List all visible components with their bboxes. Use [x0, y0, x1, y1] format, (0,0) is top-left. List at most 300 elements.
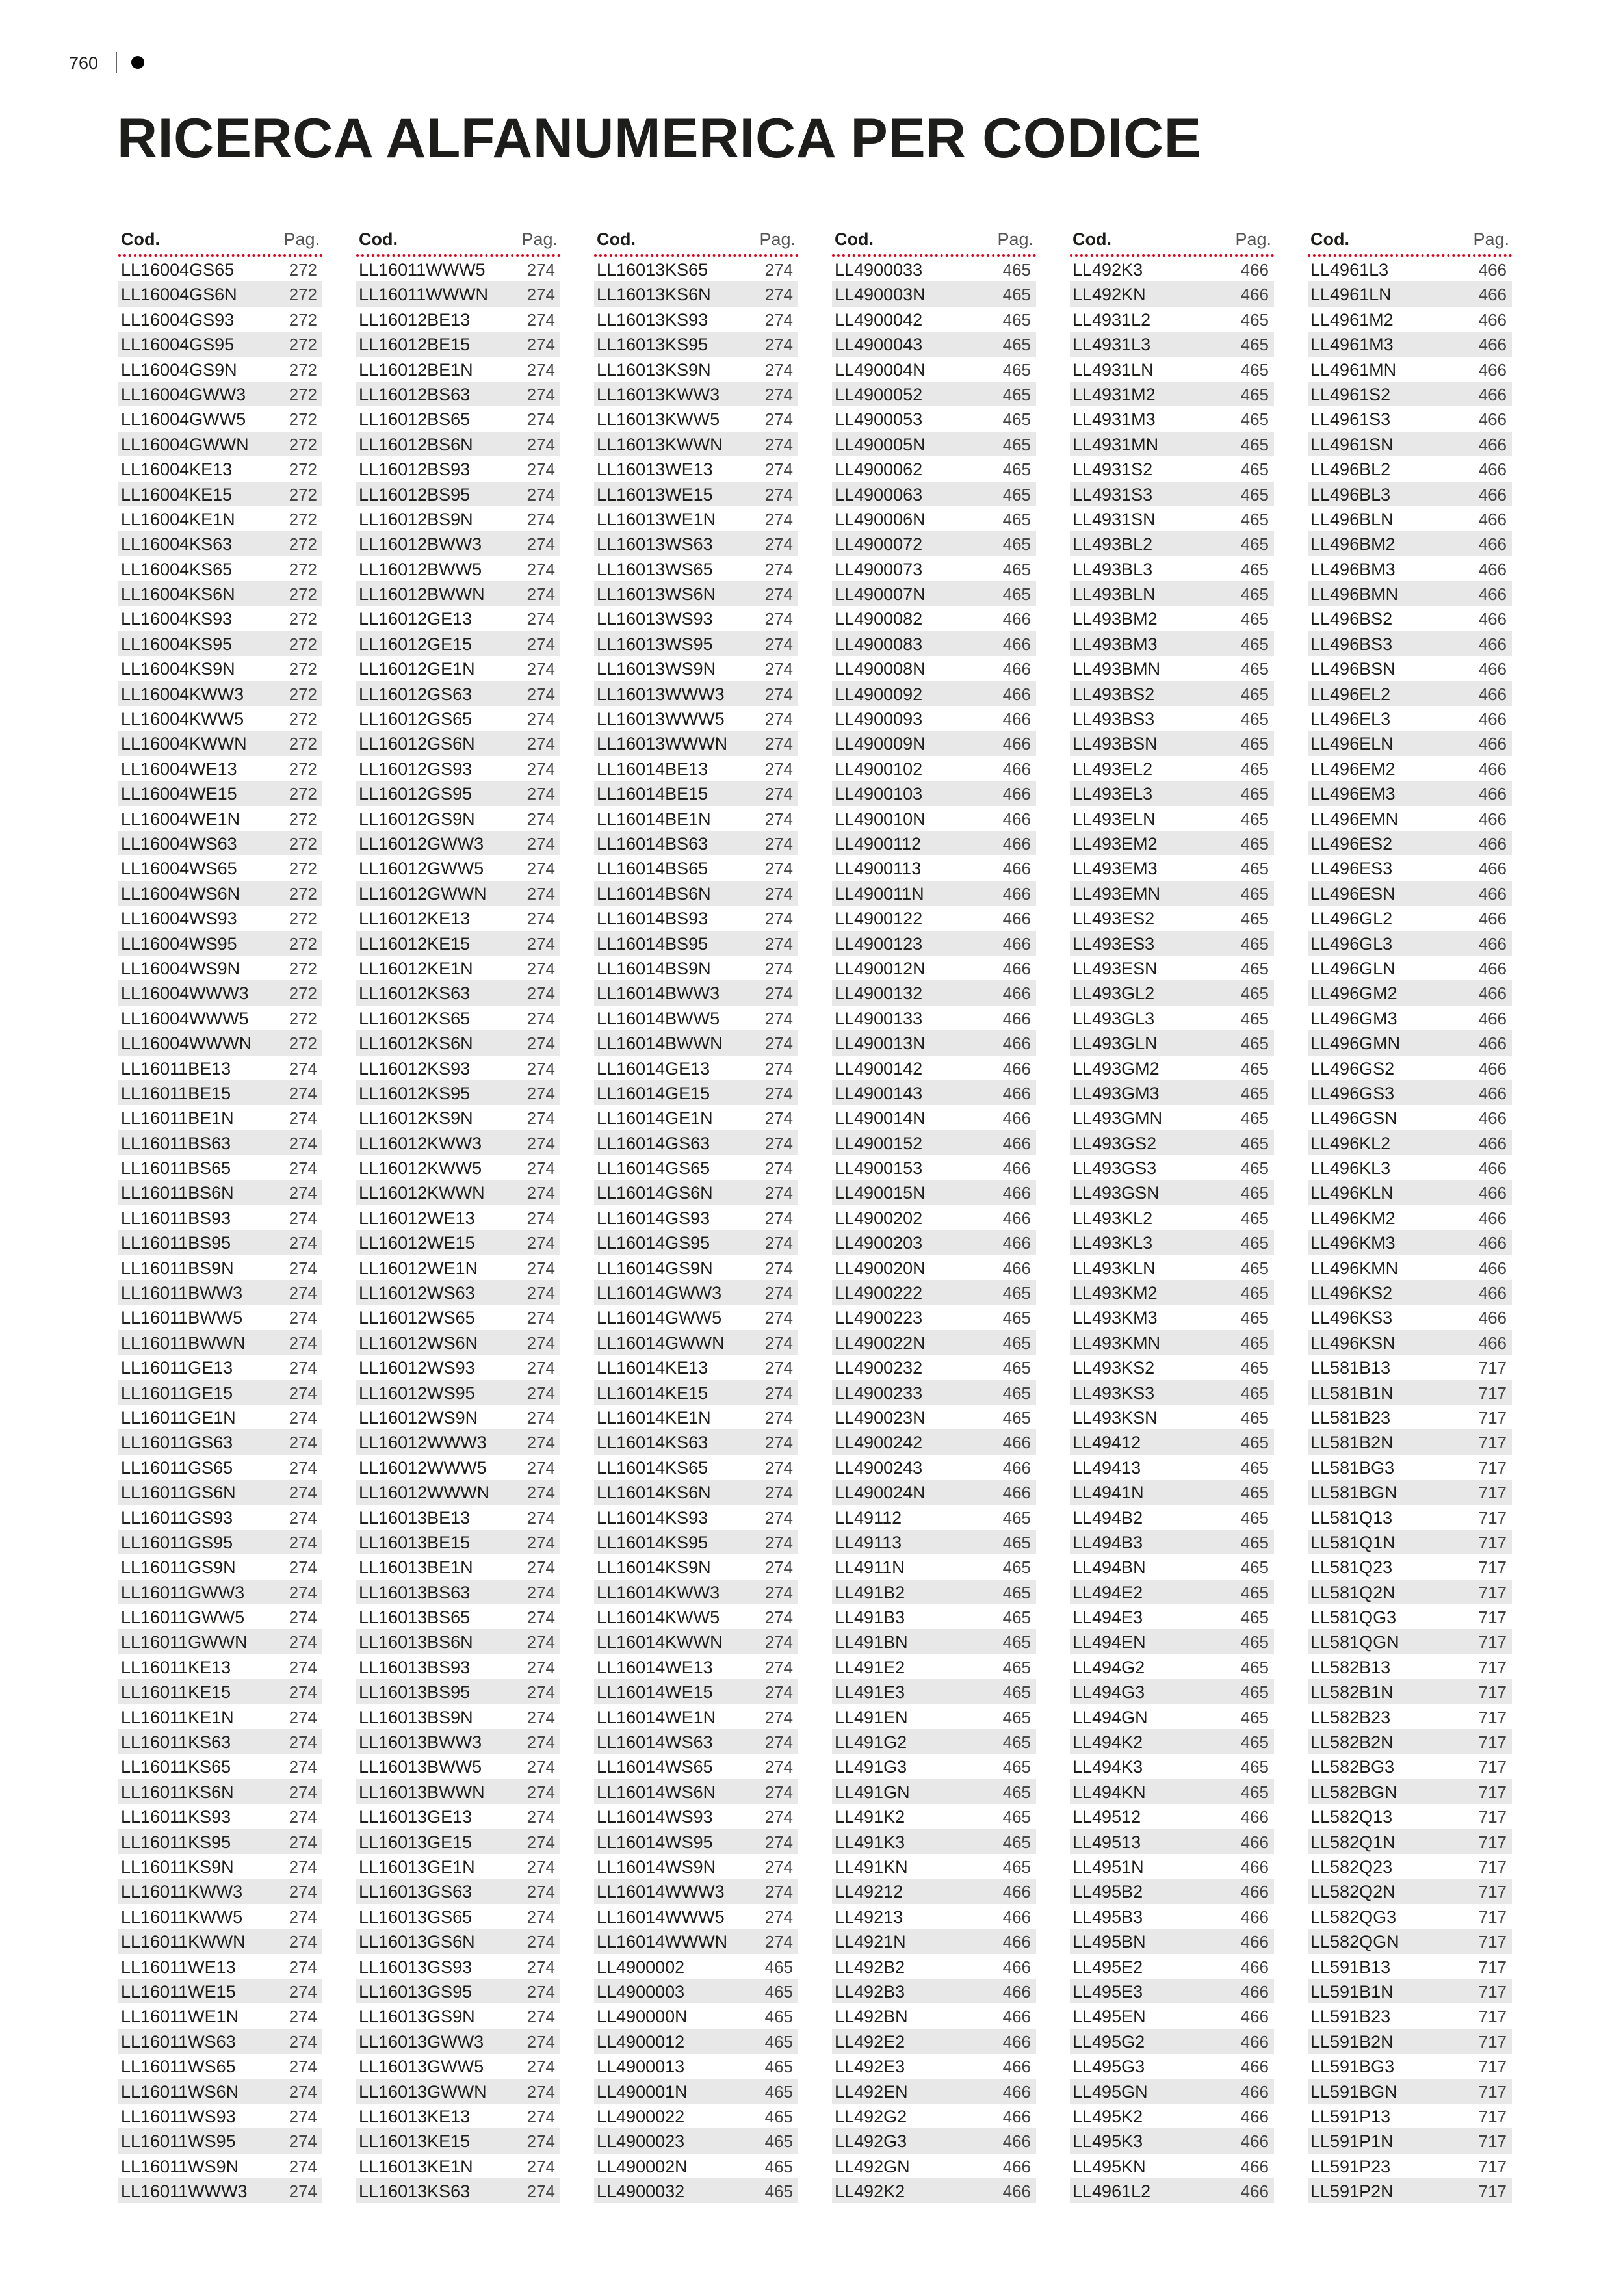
product-code: LL16013GS65 — [359, 1907, 473, 1927]
product-code: LL16011WE13 — [121, 1957, 236, 1977]
page-title: RICERCA ALFANUMERICA PER CODICE — [117, 107, 1202, 170]
product-code: LL16013BWW3 — [359, 1732, 482, 1753]
page-ref: 466 — [1002, 859, 1031, 879]
index-row — [356, 307, 560, 332]
index-row — [594, 1704, 798, 1729]
page-ref: 274 — [764, 1333, 793, 1353]
product-code: LL494KN — [1072, 1782, 1146, 1802]
page-ref: 465 — [1240, 684, 1269, 704]
product-code: LL16004WWW5 — [121, 1008, 249, 1028]
index-row — [832, 1804, 1036, 1829]
page-ref: 717 — [1478, 1608, 1507, 1628]
index-row — [118, 1629, 322, 1654]
page-ref: 274 — [526, 1957, 555, 1977]
index-row — [1308, 556, 1512, 581]
page-ref: 272 — [289, 309, 317, 330]
product-code: LL49213 — [835, 1907, 903, 1927]
index-row — [356, 1180, 560, 1205]
index-row — [118, 1255, 322, 1280]
index-row — [118, 1405, 322, 1429]
index-row — [832, 1904, 1036, 1929]
page-ref: 465 — [1002, 484, 1031, 504]
index-row — [594, 1480, 798, 1504]
page-ref: 465 — [1240, 1333, 1269, 1353]
page-ref: 274 — [289, 1857, 317, 1877]
page-ref: 274 — [764, 659, 793, 679]
product-code: LL16012BE13 — [359, 309, 471, 330]
page-ref: 274 — [764, 1832, 793, 1852]
product-code: LL16014GS63 — [597, 1133, 710, 1153]
page-ref: 717 — [1478, 2106, 1507, 2126]
product-code: LL493ELN — [1072, 809, 1156, 829]
index-row — [1070, 456, 1274, 481]
product-code: LL16004WE1N — [121, 809, 240, 829]
page-ref: 466 — [1002, 1058, 1031, 1078]
product-code: LL591B23 — [1310, 2007, 1391, 2027]
page-ref: 465 — [1240, 434, 1269, 454]
page-ref: 466 — [1002, 1183, 1031, 1203]
product-code: LL16014WWW3 — [597, 1882, 725, 1902]
index-row — [594, 1604, 798, 1629]
page-ref: 466 — [1478, 1333, 1507, 1353]
page-ref: 274 — [289, 1507, 317, 1528]
page-ref: 274 — [764, 1807, 793, 1827]
index-row — [356, 1904, 560, 1929]
index-row — [356, 1679, 560, 1704]
index-row — [118, 631, 322, 656]
index-row — [356, 1954, 560, 1979]
index-row — [594, 581, 798, 606]
index-row — [832, 1580, 1036, 1604]
product-code: LL493BS3 — [1072, 709, 1155, 729]
index-row — [1070, 756, 1274, 781]
index-row — [832, 1180, 1036, 1205]
page-ref: 274 — [289, 1058, 317, 1078]
product-code: LL16013WS93 — [597, 609, 713, 629]
page-ref: 272 — [289, 1008, 317, 1028]
page-ref: 465 — [764, 2156, 793, 2176]
page-ref: 465 — [1002, 559, 1031, 579]
index-row — [594, 382, 798, 406]
product-code: LL490007N — [835, 584, 926, 605]
index-row — [1308, 1380, 1512, 1405]
product-code: LL496ES2 — [1310, 833, 1393, 854]
page-ref: 274 — [526, 335, 555, 355]
page-ref: 274 — [526, 1857, 555, 1877]
page-ref: 274 — [289, 1782, 317, 1802]
product-code: LL16011BE13 — [121, 1058, 231, 1078]
product-code: LL490014N — [835, 1108, 926, 1128]
page-ref: 466 — [1478, 609, 1507, 629]
page-ref: 465 — [764, 2007, 793, 2027]
page-ref: 466 — [1478, 484, 1507, 504]
product-code: LL491E3 — [835, 1682, 905, 1702]
index-row — [118, 1879, 322, 1903]
product-code: LL16012KWW3 — [359, 1133, 482, 1153]
page-ref: 274 — [526, 309, 555, 330]
page-ref: 717 — [1478, 1957, 1507, 1977]
product-code: LL16012WS95 — [359, 1383, 475, 1403]
page-ref: 274 — [289, 1158, 317, 1179]
index-row — [356, 1280, 560, 1305]
index-row — [594, 681, 798, 706]
product-code: LL4931SN — [1072, 509, 1156, 529]
product-code: LL16014BWW5 — [597, 1008, 720, 1028]
product-code: LL16014GWWN — [597, 1333, 725, 1353]
product-code: LL496BL2 — [1310, 460, 1391, 480]
product-code: LL16014KS63 — [597, 1433, 708, 1453]
page-ref: 466 — [1478, 359, 1507, 380]
index-row — [594, 1056, 798, 1080]
product-code: LL496BL3 — [1310, 484, 1391, 504]
page-ref: 274 — [289, 2057, 317, 2077]
index-row — [1070, 506, 1274, 531]
product-code: LL16014KS65 — [597, 1457, 708, 1478]
page-ref: 274 — [526, 1707, 555, 1727]
page-ref: 466 — [1002, 883, 1031, 904]
page-ref: 465 — [1240, 1608, 1269, 1628]
page-ref: 272 — [289, 285, 317, 305]
product-code: LL4931LN — [1072, 359, 1154, 380]
product-code: LL496EL2 — [1310, 684, 1391, 704]
index-row — [1308, 906, 1512, 930]
product-code: LL496GSN — [1310, 1108, 1397, 1128]
page-ref: 274 — [289, 2081, 317, 2102]
product-code: LL582QGN — [1310, 1932, 1399, 1952]
index-row — [594, 806, 798, 831]
index-row — [594, 1280, 798, 1305]
page-ref: 274 — [764, 958, 793, 978]
page-ref: 466 — [1478, 634, 1507, 654]
index-row — [1070, 281, 1274, 306]
page-ref: 717 — [1478, 2132, 1507, 2152]
index-row — [1308, 1854, 1512, 1879]
index-row — [1070, 1355, 1274, 1379]
product-code: LL4900013 — [597, 2057, 685, 2077]
product-code: LL4931L3 — [1072, 335, 1151, 355]
product-code: LL16013WE13 — [597, 460, 713, 480]
index-row — [118, 931, 322, 956]
index-row — [832, 1954, 1036, 1979]
index-row — [832, 1030, 1036, 1055]
page-ref: 466 — [1002, 1932, 1031, 1952]
index-row — [118, 1729, 322, 1754]
product-code: LL496KLN — [1310, 1183, 1394, 1203]
product-code: LL491BN — [835, 1632, 908, 1652]
page-ref: 466 — [1478, 684, 1507, 704]
index-row — [1308, 581, 1512, 606]
page-ref: 465 — [1002, 1682, 1031, 1702]
page-ref: 465 — [1240, 1507, 1269, 1528]
index-row — [1308, 406, 1512, 431]
index-row — [118, 1704, 322, 1729]
page-ref: 272 — [289, 559, 317, 579]
page-ref: 274 — [764, 684, 793, 704]
index-row — [832, 1554, 1036, 1579]
index-row — [356, 706, 560, 731]
index-row — [118, 1929, 322, 1953]
index-row — [832, 606, 1036, 631]
page-ref: 466 — [1478, 958, 1507, 978]
product-code: LL4900003 — [597, 1981, 685, 2002]
index-row — [832, 956, 1036, 980]
index-row — [118, 956, 322, 980]
product-code: LL16013BS95 — [359, 1682, 471, 1702]
page-ref: 466 — [1478, 1183, 1507, 1203]
product-code: LL16014KWWN — [597, 1632, 723, 1652]
index-row — [1308, 1679, 1512, 1704]
product-code: LL493EM3 — [1072, 859, 1158, 879]
product-code: LL16013WWW3 — [597, 684, 725, 704]
index-row — [356, 1580, 560, 1604]
index-row — [594, 556, 798, 581]
index-row — [118, 1904, 322, 1929]
product-code: LL496BSN — [1310, 659, 1396, 679]
index-row — [832, 2178, 1036, 2203]
index-row — [1070, 656, 1274, 681]
page-ref: 465 — [1240, 784, 1269, 804]
index-column — [594, 224, 798, 2203]
page-ref: 465 — [1240, 1208, 1269, 1228]
product-code: LL496EM2 — [1310, 759, 1396, 779]
page-ref: 717 — [1478, 2081, 1507, 2102]
index-row — [118, 2154, 322, 2178]
product-code: LL16012GS65 — [359, 709, 473, 729]
product-code: LL4900203 — [835, 1233, 923, 1253]
index-row — [1070, 731, 1274, 755]
index-row — [1308, 631, 1512, 656]
index-row — [356, 906, 560, 930]
product-code: LL16004WS6N — [121, 883, 240, 904]
index-row — [832, 1056, 1036, 1080]
index-row — [118, 1330, 322, 1355]
index-row — [1070, 432, 1274, 456]
page-ref: 274 — [764, 1483, 793, 1503]
page-ref: 274 — [526, 883, 555, 904]
index-row — [1308, 1429, 1512, 1454]
page-ref: 274 — [289, 1407, 317, 1428]
page-ref: 274 — [526, 1457, 555, 1478]
product-code: LL16014KS95 — [597, 1532, 708, 1552]
index-row — [356, 781, 560, 805]
index-row — [118, 1979, 322, 2003]
page-ref: 274 — [764, 1782, 793, 1802]
page-ref: 466 — [1478, 659, 1507, 679]
page-ref: 466 — [1002, 1457, 1031, 1478]
product-code: LL491G3 — [835, 1757, 907, 1777]
product-code: LL490012N — [835, 958, 926, 978]
product-code: LL490011N — [835, 883, 924, 904]
product-code: LL16011KWWN — [121, 1932, 246, 1952]
page-ref: 466 — [1478, 509, 1507, 529]
index-row — [1308, 1654, 1512, 1679]
product-code: LL16013BS6N — [359, 1632, 473, 1652]
index-row — [1308, 482, 1512, 506]
product-code: LL495KN — [1072, 2156, 1146, 2176]
product-code: LL493GS3 — [1072, 1158, 1157, 1179]
product-code: LL496BM3 — [1310, 559, 1396, 579]
page-ref: 466 — [1478, 335, 1507, 355]
page-ref: 274 — [764, 809, 793, 829]
index-row — [594, 1654, 798, 1679]
page-ref: 466 — [1002, 833, 1031, 854]
page-ref: 466 — [1002, 659, 1031, 679]
page-header: Pag. — [759, 229, 796, 249]
index-row — [118, 881, 322, 906]
page-ref: 465 — [1002, 1333, 1031, 1353]
page-ref: 274 — [526, 1981, 555, 2002]
product-code: LL494GN — [1072, 1707, 1148, 1727]
index-row — [1308, 980, 1512, 1005]
product-code: LL16004WS93 — [121, 909, 237, 929]
index-row — [118, 307, 322, 332]
page-ref: 272 — [289, 958, 317, 978]
index-row — [594, 881, 798, 906]
page-ref: 274 — [526, 359, 555, 380]
index-row — [1070, 1754, 1274, 1779]
page-ref: 274 — [764, 1058, 793, 1078]
product-code: LL581BGN — [1310, 1483, 1397, 1503]
page-ref: 274 — [526, 1507, 555, 1528]
page-ref: 466 — [1002, 1034, 1031, 1054]
index-row — [832, 1355, 1036, 1379]
page-ref: 465 — [1240, 659, 1269, 679]
page-ref: 274 — [526, 384, 555, 404]
page-ref: 274 — [764, 1507, 793, 1528]
index-row — [832, 382, 1036, 406]
page-ref: 466 — [1478, 933, 1507, 954]
page-ref: 274 — [764, 609, 793, 629]
page-ref: 466 — [1002, 2007, 1031, 2027]
product-code: LL16013KE15 — [359, 2132, 471, 2152]
page-ref: 274 — [764, 1183, 793, 1203]
index-row — [1308, 706, 1512, 731]
index-row — [118, 1006, 322, 1030]
product-code: LL16004WS95 — [121, 933, 237, 954]
page-ref: 466 — [1002, 933, 1031, 954]
index-row — [594, 1979, 798, 2003]
index-column — [1308, 224, 1512, 2203]
index-row — [356, 1230, 560, 1255]
index-row — [594, 1530, 798, 1554]
index-row — [594, 1230, 798, 1255]
product-code: LL492BN — [835, 2007, 908, 2027]
index-row — [594, 1180, 798, 1205]
page-ref: 465 — [764, 2106, 793, 2126]
page-ref: 274 — [289, 1932, 317, 1952]
product-code: LL493BS2 — [1072, 684, 1155, 704]
page-ref: 274 — [526, 1383, 555, 1403]
index-row — [832, 1280, 1036, 1305]
page-ref: 274 — [526, 1034, 555, 1054]
page-ref: 274 — [526, 1158, 555, 1179]
product-code: LL492KN — [1072, 285, 1146, 305]
product-code: LL16014WS95 — [597, 1832, 713, 1852]
page-ref: 274 — [289, 1981, 317, 2002]
page-ref: 465 — [1002, 309, 1031, 330]
index-row — [356, 1305, 560, 1329]
page-ref: 274 — [526, 2156, 555, 2176]
page-ref: 466 — [1478, 883, 1507, 904]
page-ref: 717 — [1478, 1383, 1507, 1403]
product-code: LL16004GS93 — [121, 309, 235, 330]
product-code: LL494B3 — [1072, 1532, 1143, 1552]
product-code: LL4900232 — [835, 1358, 923, 1378]
index-row — [832, 1405, 1036, 1429]
index-row — [832, 881, 1036, 906]
index-row — [1070, 531, 1274, 556]
product-code: LL493EM2 — [1072, 833, 1158, 854]
product-code: LL4900133 — [835, 1008, 923, 1028]
product-code: LL4900092 — [835, 684, 923, 704]
page-ref: 465 — [1240, 1682, 1269, 1702]
page-ref: 274 — [764, 909, 793, 929]
index-row — [356, 1829, 560, 1854]
index-row — [118, 281, 322, 306]
index-row — [1070, 1255, 1274, 1280]
index-row — [832, 506, 1036, 531]
index-row — [1308, 1829, 1512, 1854]
product-code: LL16004KS63 — [121, 534, 233, 554]
page-ref: 465 — [1002, 285, 1031, 305]
product-code: LL582B1N — [1310, 1682, 1394, 1702]
product-code: LL16004WS65 — [121, 859, 237, 879]
index-row — [1070, 1305, 1274, 1329]
index-row — [1070, 1030, 1274, 1055]
header-separator — [116, 52, 117, 73]
page-ref: 717 — [1478, 2007, 1507, 2027]
page-ref: 465 — [1240, 1083, 1269, 1103]
index-row — [1308, 2178, 1512, 2203]
product-code: LL490023N — [835, 1407, 926, 1428]
product-code: LL496GMN — [1310, 1034, 1401, 1054]
page-ref: 274 — [289, 1133, 317, 1153]
page-ref: 274 — [764, 1632, 793, 1652]
index-row — [1070, 931, 1274, 956]
product-code: LL16004KE1N — [121, 509, 235, 529]
index-row — [1070, 1554, 1274, 1579]
page-ref: 466 — [1240, 1981, 1269, 2002]
index-row — [1308, 606, 1512, 631]
page-ref: 466 — [1478, 759, 1507, 779]
index-row — [1308, 307, 1512, 332]
product-code: LL16014GWW5 — [597, 1308, 722, 1328]
product-code: LL491EN — [835, 1707, 908, 1727]
page-ref: 274 — [764, 1757, 793, 1777]
page-ref: 717 — [1478, 1782, 1507, 1802]
product-code: LL16013WS63 — [597, 534, 713, 554]
page-ref: 274 — [289, 2132, 317, 2152]
product-code: LL16011KWW3 — [121, 1882, 243, 1902]
index-row — [832, 980, 1036, 1005]
product-code: LL493GL3 — [1072, 1008, 1155, 1028]
index-row — [1070, 2054, 1274, 2078]
page-ref: 465 — [1002, 1358, 1031, 1378]
index-row — [356, 806, 560, 831]
product-code: LL16012WWW3 — [359, 1433, 487, 1453]
index-row — [832, 1929, 1036, 1953]
index-row — [1070, 1679, 1274, 1704]
page-ref: 717 — [1478, 1483, 1507, 1503]
index-row — [118, 1505, 322, 1530]
page-ref: 274 — [526, 460, 555, 480]
page-ref: 274 — [526, 1058, 555, 1078]
index-row — [832, 1155, 1036, 1180]
product-code: LL16011BS65 — [121, 1158, 231, 1179]
product-code: LL16013KE13 — [359, 2106, 471, 2126]
index-row — [356, 456, 560, 481]
product-code: LL4900072 — [835, 534, 923, 554]
